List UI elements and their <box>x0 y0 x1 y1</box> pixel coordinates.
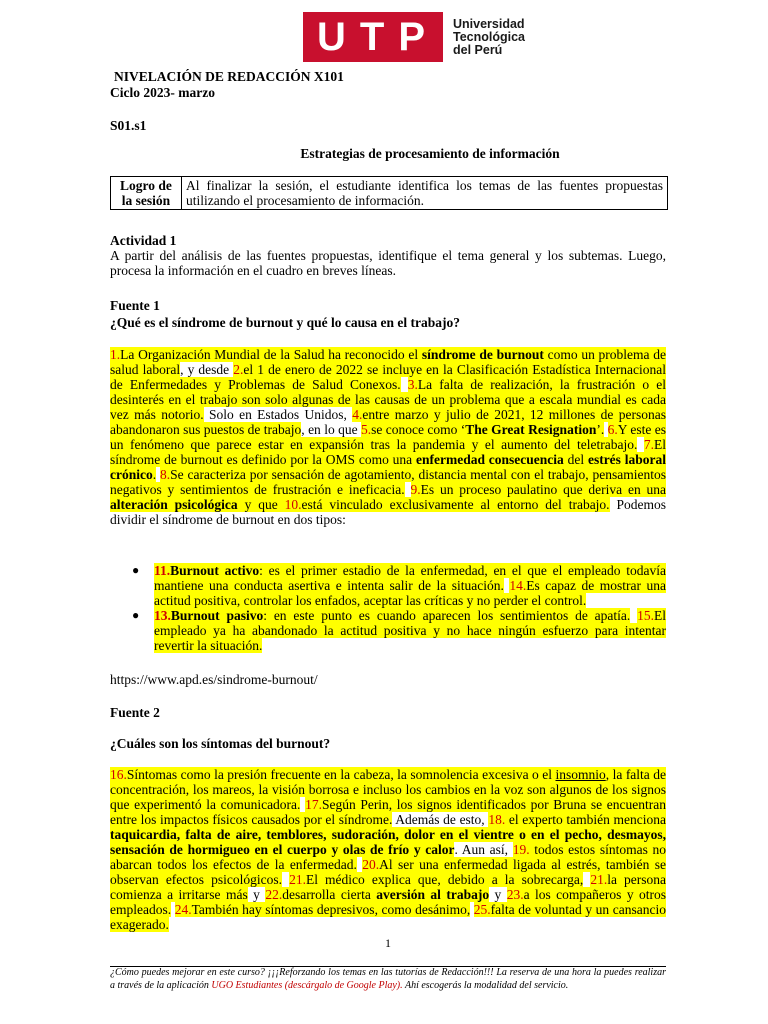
fuente1-question: ¿Qué es el síndrome de burnout y qué lo causa en el trabajo? <box>110 315 461 330</box>
footer-note: ¿Cómo puedes mejorar en este curso? ¡¡¡Reforzando los temas en las tutorías de Redacción!!! La reserva de una hora la puedes realizar a través de la aplicación UGO Estudiantes (descárgalo de Google Play). Ahí escogerás la modalidad del servicio. <box>110 967 666 991</box>
list-item: ● 11.Burnout activo: es el primer estadio de la enfermedad, en el que el empleado todavía mantiene una conducta asertiva e intenta salir de la situación. 14.Es capaz de mostrar una actitud positiva, controlar los enfados, aceptar las críticas y no perder el control. <box>132 563 666 608</box>
logro-table <box>110 176 668 210</box>
course-title: NIVELACIÓN DE REDACCIÓN X101 <box>114 69 344 84</box>
logro-text: Al finalizar la sesión, el estudiante identifica los temas de las fuentes propuestas utilizando el procesamiento de información. <box>182 177 668 210</box>
activity-text: A partir del análisis de las fuentes propuestas, identifique el tema general y los subtemas. Luego, procesa la información en el cuadro en breves líneas. <box>110 248 666 278</box>
cycle-label: Ciclo 2023- marzo <box>110 85 215 100</box>
fuente1-heading: Fuente 1 ¿Qué es el síndrome de burnout y qué lo causa en el trabajo? <box>110 298 666 330</box>
utp-logo <box>303 12 525 62</box>
logo-text: Universidad Tecnológica del Perú <box>453 16 526 57</box>
logo-letters: UTP <box>303 12 443 62</box>
logro-label: Logro de la sesión <box>111 177 182 210</box>
fuente1-paragraph: 1.La Organización Mundial de la Salud ha reconocido el síndrome de burnout como un problema de salud laboral, y desde 2.el 1 de enero de 2022 se incluye en la Clasificación Estadística Internacional de Enfermedades y Problemas de Salud Conexos. 3.La falta de realización, la frustración o el desinterés en el trabajo son solo algunas de las causas de un problema que a escala mundial es cada vez más notorio. Solo en Estados Unidos, 4.entre marzo y julio de 2021, 12 millones de personas abandonaron sus puestos de trabajo, en lo que 5.se conoce como ‘The Great Resignation’. 6.Y este es un fenómeno que parece estar en expansión tras la pandemia y el aumento del teletrabajo. 7.El síndrome de burnout es definido por la OMS como una enfermedad consecuencia del estrés laboral crónico. 8.Se caracteriza por sensación de agotamiento, distancia mental con el trabajo, pensamientos negativos y sentimientos de frustración e ineficacia. 9.Es un proceso paulatino que deriva en una alteración psicológica y que 10.está vinculado exclusivamente al entorno del trabajo. Podemos dividir el síndrome de burnout en dos tipos: <box>110 347 667 527</box>
activity-heading: Actividad 1 <box>110 233 177 248</box>
activity-section <box>110 233 666 278</box>
fuente2-question: ¿Cuáles son los síntomas del burnout? <box>110 736 331 751</box>
source-url[interactable]: https://www.apd.es/sindrome-burnout/ <box>110 672 318 687</box>
document-title: Estrategias de procesamiento de información <box>300 146 560 161</box>
session-code: S01.s1 <box>110 118 147 133</box>
list-item: ● 13.Burnout pasivo: en este punto es cuando aparecen los sentimientos de apatía. 15.El empleado ya ha abandonado la actitud positiva y no hace ningún esfuerzo para intentar revertir la situación. <box>132 608 667 653</box>
fuente2-paragraph: 16.Síntomas como la presión frecuente en la cabeza, la somnolencia excesiva o el insomnio, la falta de concentración, los mareos, la visión borrosa e incluso los cambios en la voz son algunos de los signos que experimentó la comunicadora. 17.Según Perin, los signos identificados por Bruna se encuentran entre los impactos físicos causados por el síndrome. Además de esto, 18. el experto también menciona taquicardia, falta de aire, temblores, sudoración, dolor en el vientre o en el pecho, desmayos, sensación de hormigueo en el cuerpo y olas de frío y calor. Aun así, 19. todos estos síntomas no abarcan todos los efectos de la enfermedad. 20.Al ser una enfermedad ligada al estrés, también se observan efectos psicológicos. 21.El médico explica que, debido a la sobrecarga, 21.la persona comienza a irritarse más y 22.desarrolla cierta aversión al trabajo y 23.a los compañeros y otros empleados. 24.También hay síntomas depresivos, como desánimo, 25.falta de voluntad y un cansancio exagerado. <box>110 767 667 932</box>
burnout-types-list <box>110 563 666 653</box>
fuente2-heading: Fuente 2 <box>110 705 160 720</box>
page-number: 1 <box>385 936 391 950</box>
